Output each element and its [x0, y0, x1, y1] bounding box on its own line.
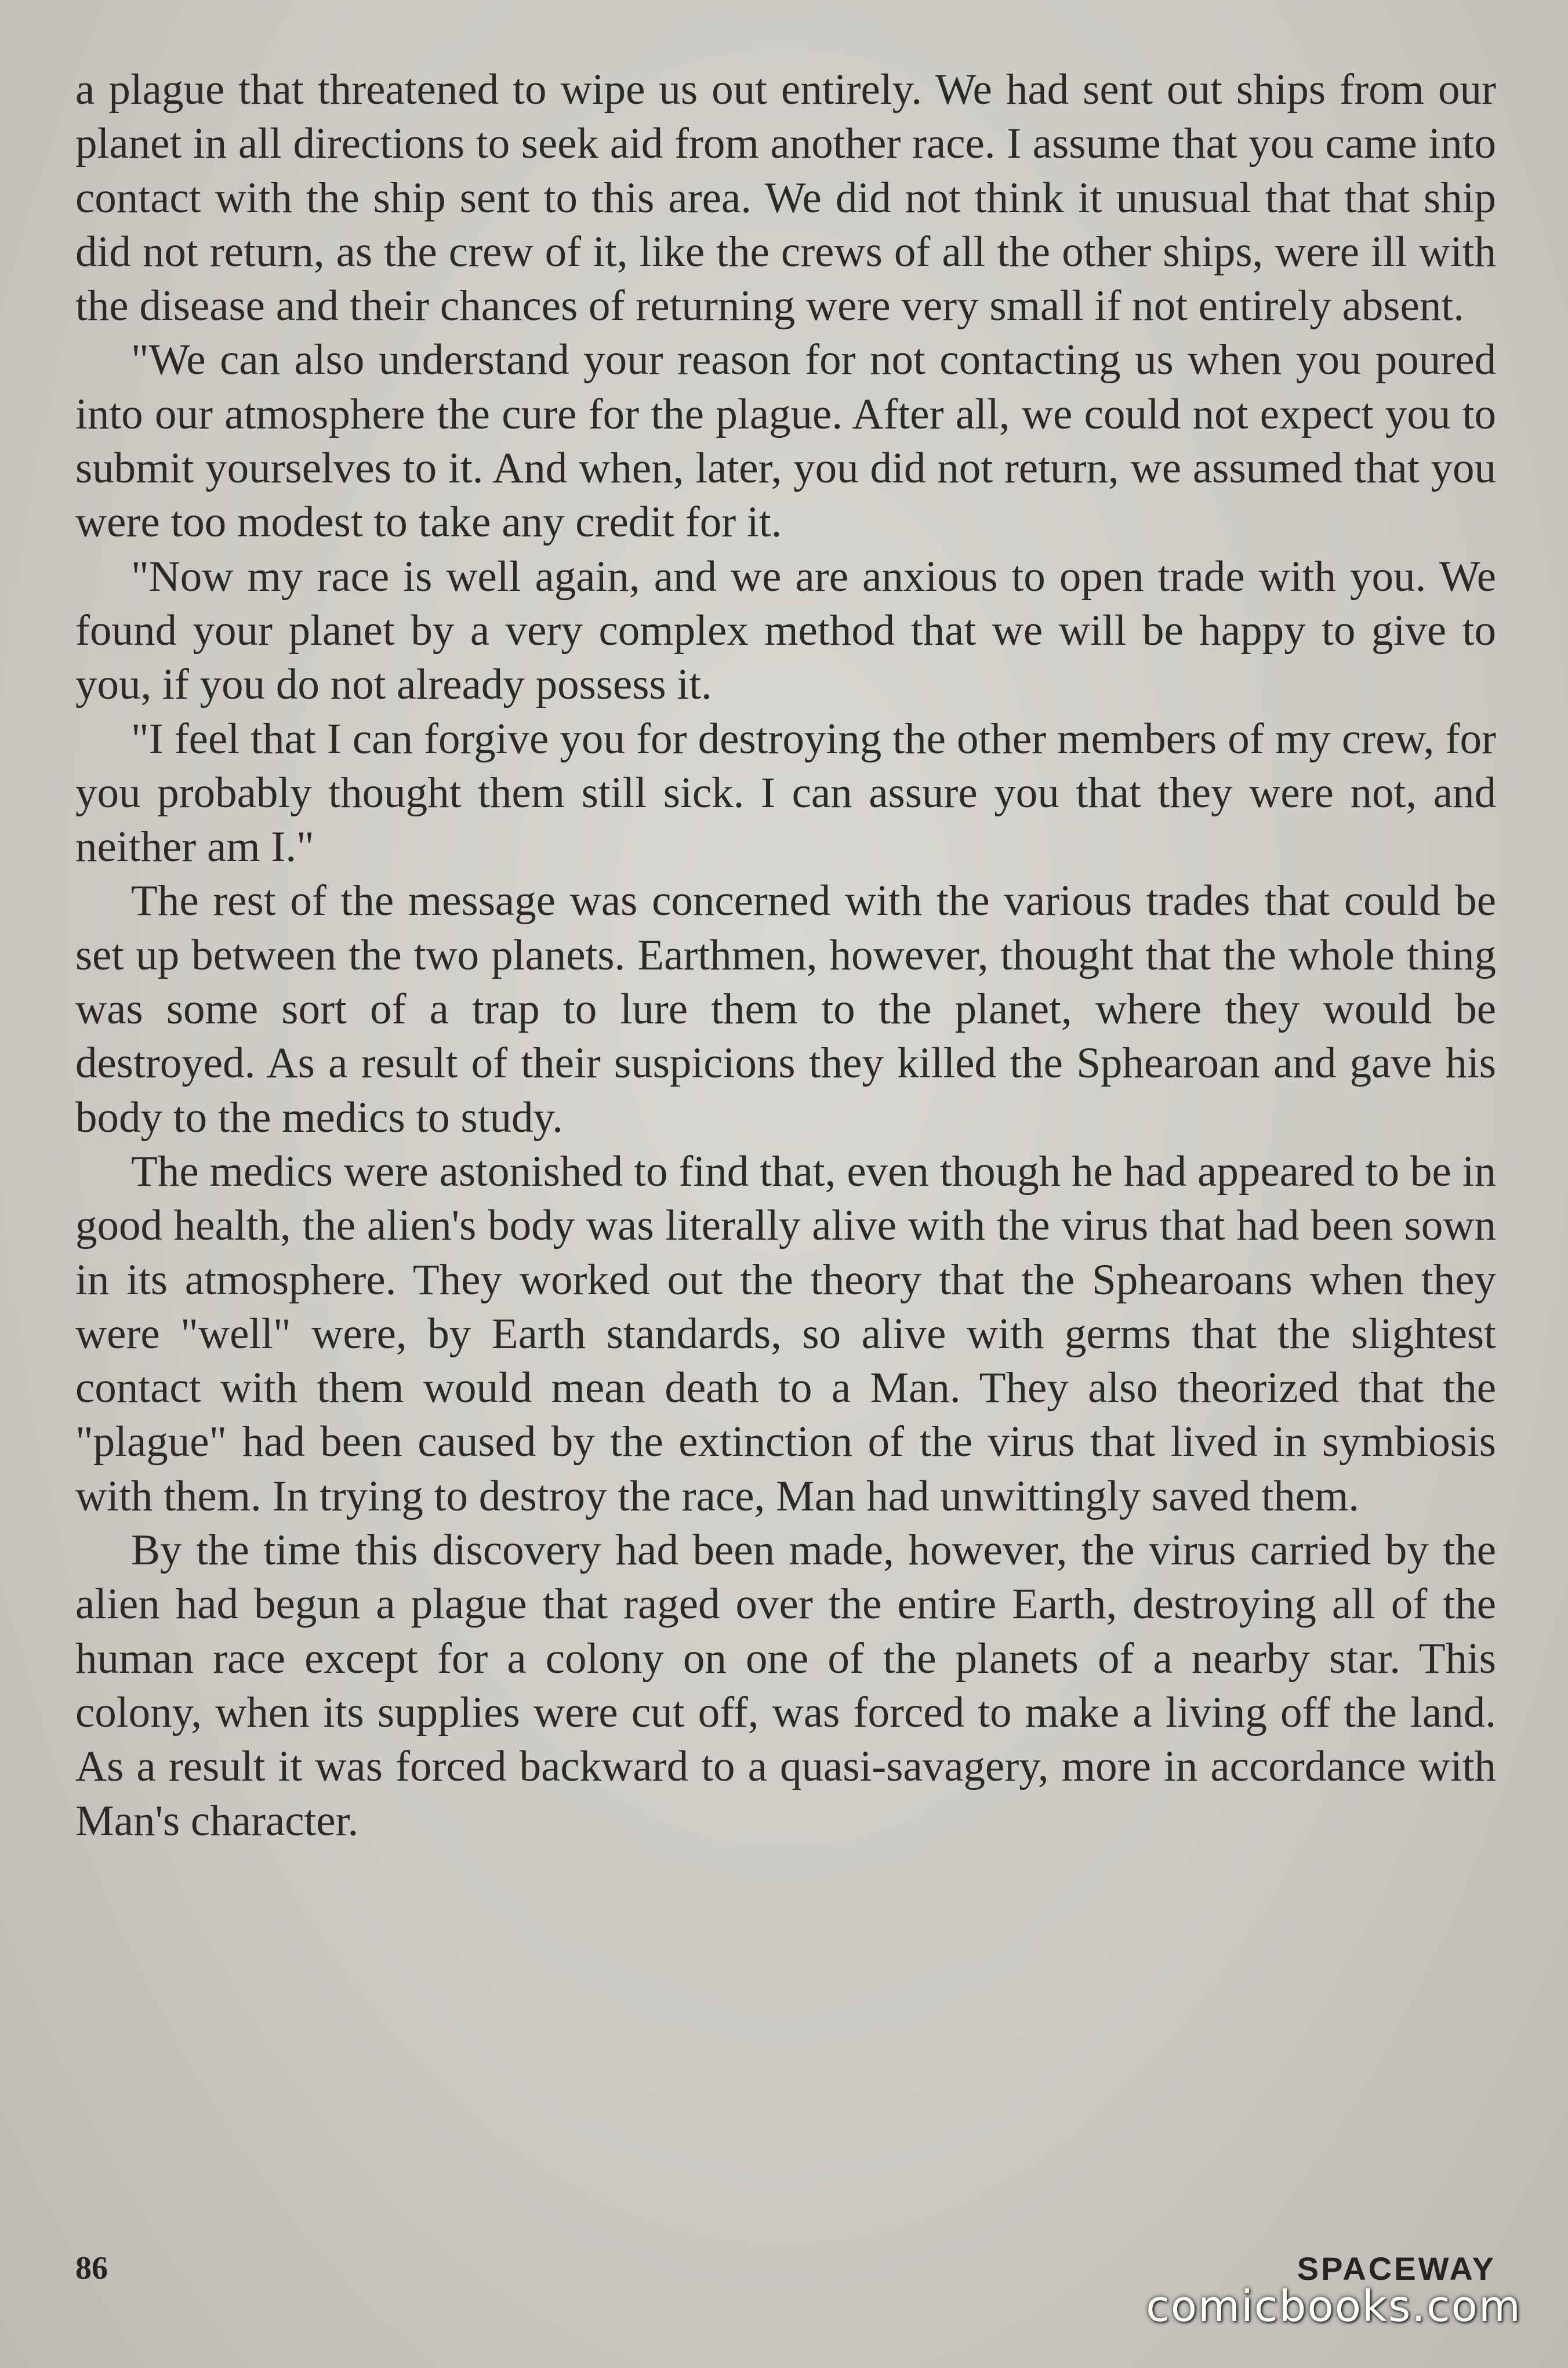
paragraph-2: "We can also understand your reason for not contacting us when you poured into our atmosphere the cure for the plague. After all, we could not expect you to submit yourselves to it. And when, later, you did not return, we assumed that you were too modest to take any credit for it. [75, 336, 1496, 547]
paragraph-4: "I feel that I can forgive you for destroying the other members of my crew, for you probably thought them still sick. I can assure you that they were not, and neither am I." [75, 714, 1496, 871]
body-text [75, 63, 1496, 1848]
paragraph-6: The medics were astonished to find that, even though he had appeared to be in good health, the alien's body was literally alive with the virus that had been sown in its atmosphere. They worked out the theory that the Sphearoans when they were "well" were, by Earth standards, so alive with germs that the slightest contact with them would mean death to a Man. They also theorized that the "plague" had been caused by the extinction of the virus that lived in symbiosis with them. In trying to destroy the race, Man had unwittingly saved them. [75, 1147, 1496, 1520]
paragraph-1: a plague that threatened to wipe us out entirely. We had sent out ships from our planet in all directions to seek aid from another race. I assume that you came into contact with the ship sent to this area. We did not think it unusual that that ship did not return, as the crew of it, like the crews of all the other ships, were ill with the disease and their chances of returning were very small if not entirely absent. [75, 66, 1496, 330]
paragraph-7: By the time this discovery had been made, however, the virus carried by the alien had begun a plague that raged over the entire Earth, destroying all of the human race except for a colony on one of the planets of a nearby star. This colony, when its supplies were cut off, was forced to make a living off the land. As a result it was forced backward to a quasi-savagery, more in accordance with Man's character. [75, 1526, 1496, 1845]
paragraph-3: "Now my race is well again, and we are anxious to open trade with you. We found your planet by a very complex method that we will be happy to give to you, if you do not already possess it. [75, 552, 1496, 709]
page-number: 86 [75, 2250, 108, 2286]
paragraph-5: The rest of the message was concerned with the various trades that could be set up between the two planets. Earthmen, however, thought that the whole thing was some sort of a trap to lure them to the planet, where they would be destroyed. As a result of their suspicions they killed the Sphearoan and gave his body to the medics to study. [75, 877, 1496, 1142]
running-head: SPACEWAY [1297, 2250, 1496, 2287]
watermark: comicbooks.com [1146, 2282, 1522, 2331]
